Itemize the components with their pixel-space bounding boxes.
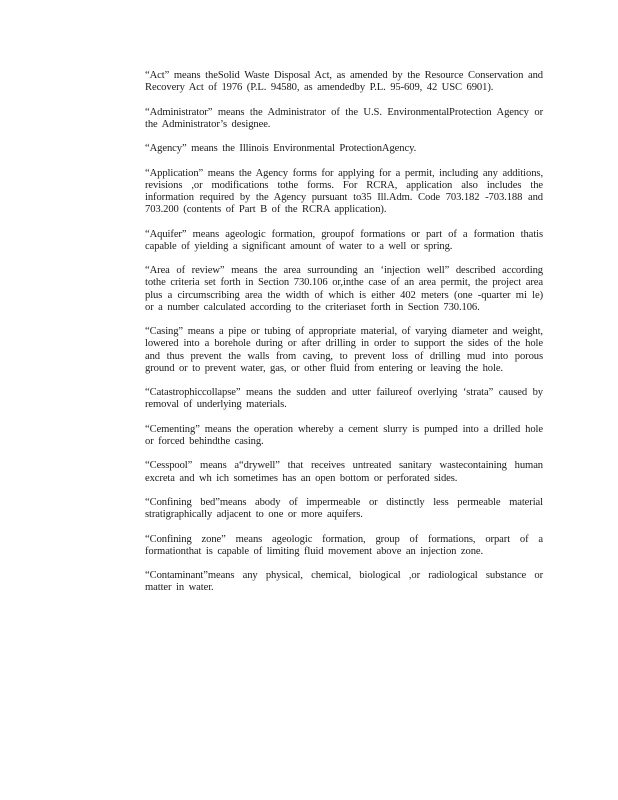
definition-aquifer: “Aquifer” means ageologic formation, groupof formations or part of a formation thatis capable of yielding a significant amount of water to a well or spring.: [145, 228, 543, 252]
definition-confining-bed: “Confining bed”means abody of impermeable or distinctly less permeable material stratigraphically adjacent to one or more aquifers.: [145, 496, 543, 521]
definition-cementing: “Cementing” means the operation whereby a cement slurry is pumped into a drilled hole or forced behindthe casing.: [145, 423, 543, 447]
definition-act: “Act” means theSolid Waste Disposal Act, as amended by the Resource Conservation and Recovery Act of 1976 (P.L. 94580, as amendedby P.L. 95-609, 42 USC 6901).: [145, 70, 543, 94]
definition-casing: “Casing” means a pipe or tubing of appropriate material, of varying diameter and weight, lowered into a borehole during or after drilling in order to support the sides of the hole and thus prevent the walls from caving, to prevent loss of drilling mud into porous ground or to prevent water, gas, or other fluid from entering or leaving the hole.: [145, 326, 543, 374]
definitions-list: [145, 70, 543, 607]
definition-cesspool: “Cesspool” means a“drywell” that receives untreated sanitary wastecontaining human excreta and wh ich sometimes has an open bottom or perforated sides.: [145, 460, 543, 484]
definition-contaminant: “Contaminant”means any physical, chemical, biological ,or radiological substance or matter in water.: [145, 570, 543, 594]
definition-confining-zone: “Confining zone” means ageologic formation, group of formations, orpart of a formationthat is capable of limiting fluid movement above an injection zone.: [145, 533, 543, 557]
definition-agency: “Agency” means the Illinois Environmental ProtectionAgency.: [145, 143, 417, 155]
definition-application: “Application” means the Agency forms for applying for a permit, including any additions, revisions ,or modifications tothe forms. For RCRA, application also includes the information required by the Agency pursuant to35 Ill.Adm. Code 703.182 -703.188 and 703.200 (contents of Part B of the RCRA application).: [145, 167, 543, 216]
definition-administrator: “Administrator” means the Administrator of the U.S. EnvironmentalProtection Agency or the Administrator’s designee.: [145, 106, 543, 130]
definition-area-of-review: “Area of review” means the area surrounding an ‘injection well” described according tothe criteria set forth in Section 730.106 or,inthe case of an area permit, the project area plus a circumscribing area the width of which is either 402 meters (one -quarter mi le) or a number calculated according to the criteriaset forth in Section 730.106.: [145, 265, 543, 313]
definition-catastrophic-collapse: “Catastrophiccollapse” means the sudden and utter failureof overlying ‘strata” caused by removal of underlying materials.: [145, 387, 543, 411]
